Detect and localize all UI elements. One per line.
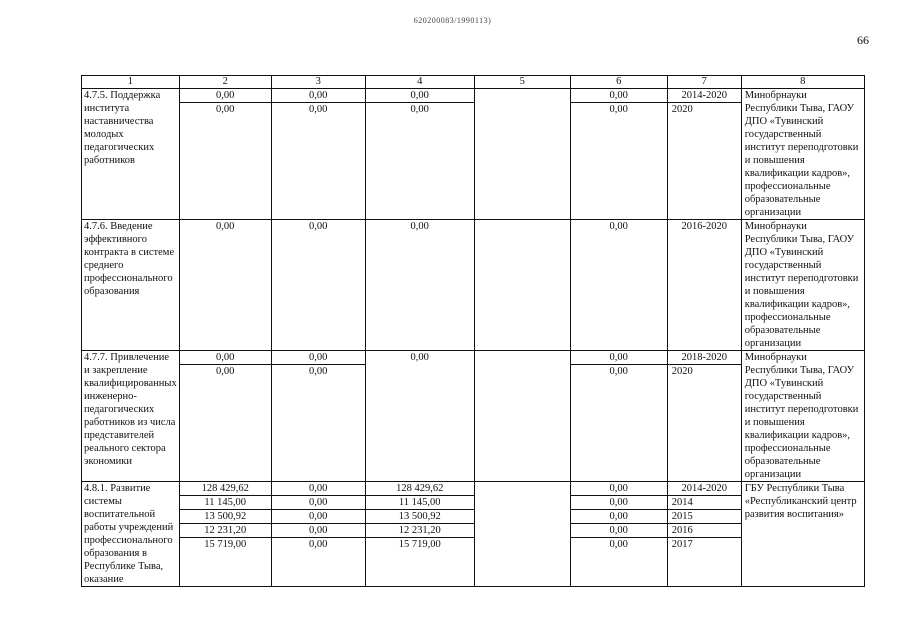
amount-local-cell [474, 220, 570, 351]
activity-name: 4.7.7. Привлечение и закрепление квалифицированных инженерно-педагогических работников из числа представителей реального сектора экономики [82, 351, 180, 482]
value: 13 500,92 [180, 510, 271, 524]
column-number-row [82, 76, 865, 89]
col-header-8: 8 [741, 76, 864, 89]
value: 13 500,92 [366, 510, 474, 524]
value: 0,00 [609, 221, 628, 232]
value: 2020 [671, 366, 693, 377]
value: 128 429,62 [366, 482, 474, 496]
col-header-2: 2 [179, 76, 271, 89]
col-header-6: 6 [570, 76, 667, 89]
period-cell [667, 89, 741, 220]
amount-local-cell [474, 482, 570, 587]
amount-total-cell [179, 351, 271, 482]
table-row [82, 89, 865, 220]
value: 0,00 [571, 351, 667, 365]
value: 2014-2020 [668, 89, 741, 103]
activity-name: 4.7.6. Введение эффективного контракта в системе среднего профессионального образования [82, 220, 180, 351]
table-row [82, 220, 865, 351]
value: 128 429,62 [180, 482, 271, 496]
value: 15 719,00 [204, 539, 247, 550]
value: 0,00 [571, 482, 667, 496]
executor: ГБУ Республики Тыва «Республиканский центр развития воспитания» [741, 482, 864, 587]
col-header-1: 1 [82, 76, 180, 89]
value: 2016 [668, 524, 741, 538]
amount-total-cell [179, 482, 271, 587]
value: 0,00 [272, 524, 365, 538]
value: 2017 [671, 539, 693, 550]
period-cell [667, 482, 741, 587]
value: 0,00 [180, 89, 271, 103]
value: 15 719,00 [398, 539, 441, 550]
value: 2014-2020 [668, 482, 741, 496]
value: 0,00 [272, 482, 365, 496]
activity-name: 4.7.5. Поддержка института наставничества молодых педагогических работников [82, 89, 180, 220]
value: 0,00 [272, 89, 365, 103]
table-row [82, 351, 865, 482]
value: 0,00 [309, 366, 328, 377]
value: 0,00 [272, 351, 365, 365]
value: 2014 [668, 496, 741, 510]
col-header-7: 7 [667, 76, 741, 89]
value: 2018-2020 [668, 351, 741, 365]
value: 0,00 [571, 510, 667, 524]
value: 0,00 [272, 496, 365, 510]
executor: Минобрнауки Республики Тыва, ГАОУ ДПО «Тувинский государственный институт переподготовки и повышения квалификации кадров», профессиональные образовательные организации [741, 89, 864, 220]
period-cell [667, 351, 741, 482]
amount-total-cell [179, 89, 271, 220]
value: 0,00 [609, 104, 628, 115]
value: 0,00 [609, 366, 628, 377]
col-header-4: 4 [365, 76, 474, 89]
amount-total-cell [179, 220, 271, 351]
value: 0,00 [216, 366, 235, 377]
value: 0,00 [571, 496, 667, 510]
amount-regional-cell [365, 89, 474, 220]
value: 12 231,20 [366, 524, 474, 538]
amount-local-cell [474, 351, 570, 482]
amount-regional-cell [365, 220, 474, 351]
value: 0,00 [366, 89, 474, 103]
value: 2015 [668, 510, 741, 524]
value: 0,00 [410, 352, 429, 363]
value: 0,00 [410, 104, 429, 115]
document-code: 620200083/1990113) [413, 16, 492, 25]
value: 2016-2020 [681, 221, 727, 232]
page-number: 66 [857, 33, 869, 47]
amount-extrabudget-cell [570, 220, 667, 351]
value: 0,00 [216, 221, 235, 232]
table-row [82, 482, 865, 587]
amount-regional-cell [365, 482, 474, 587]
value: 0,00 [180, 351, 271, 365]
program-table [81, 75, 865, 587]
amount-federal-cell [271, 351, 365, 482]
amount-extrabudget-cell [570, 89, 667, 220]
amount-local-cell [474, 89, 570, 220]
value: 0,00 [309, 221, 328, 232]
amount-extrabudget-cell [570, 482, 667, 587]
amount-federal-cell [271, 220, 365, 351]
value: 11 145,00 [180, 496, 271, 510]
value: 0,00 [609, 539, 628, 550]
amount-federal-cell [271, 482, 365, 587]
value: 12 231,20 [180, 524, 271, 538]
value: 0,00 [571, 89, 667, 103]
value: 0,00 [410, 221, 429, 232]
amount-extrabudget-cell [570, 351, 667, 482]
amount-regional-cell [365, 351, 474, 482]
value: 0,00 [309, 539, 328, 550]
period-cell [667, 220, 741, 351]
value: 0,00 [272, 510, 365, 524]
executor: Минобрнауки Республики Тыва, ГАОУ ДПО «Тувинский государственный институт переподготовки и повышения квалификации кадров», профессиональные образовательные организации [741, 220, 864, 351]
col-header-3: 3 [271, 76, 365, 89]
activity-name: 4.8.1. Развитие системы воспитательной работы учреждений профессионального образования в Республике Тыва, оказание [82, 482, 180, 587]
amount-federal-cell [271, 89, 365, 220]
value: 11 145,00 [366, 496, 474, 510]
value: 2020 [671, 104, 693, 115]
col-header-5: 5 [474, 76, 570, 89]
value: 0,00 [309, 104, 328, 115]
value: 0,00 [216, 104, 235, 115]
value: 0,00 [571, 524, 667, 538]
executor: Минобрнауки Республики Тыва, ГАОУ ДПО «Тувинский государственный институт переподготовки и повышения квалификации кадров», профессиональные образовательные организации [741, 351, 864, 482]
